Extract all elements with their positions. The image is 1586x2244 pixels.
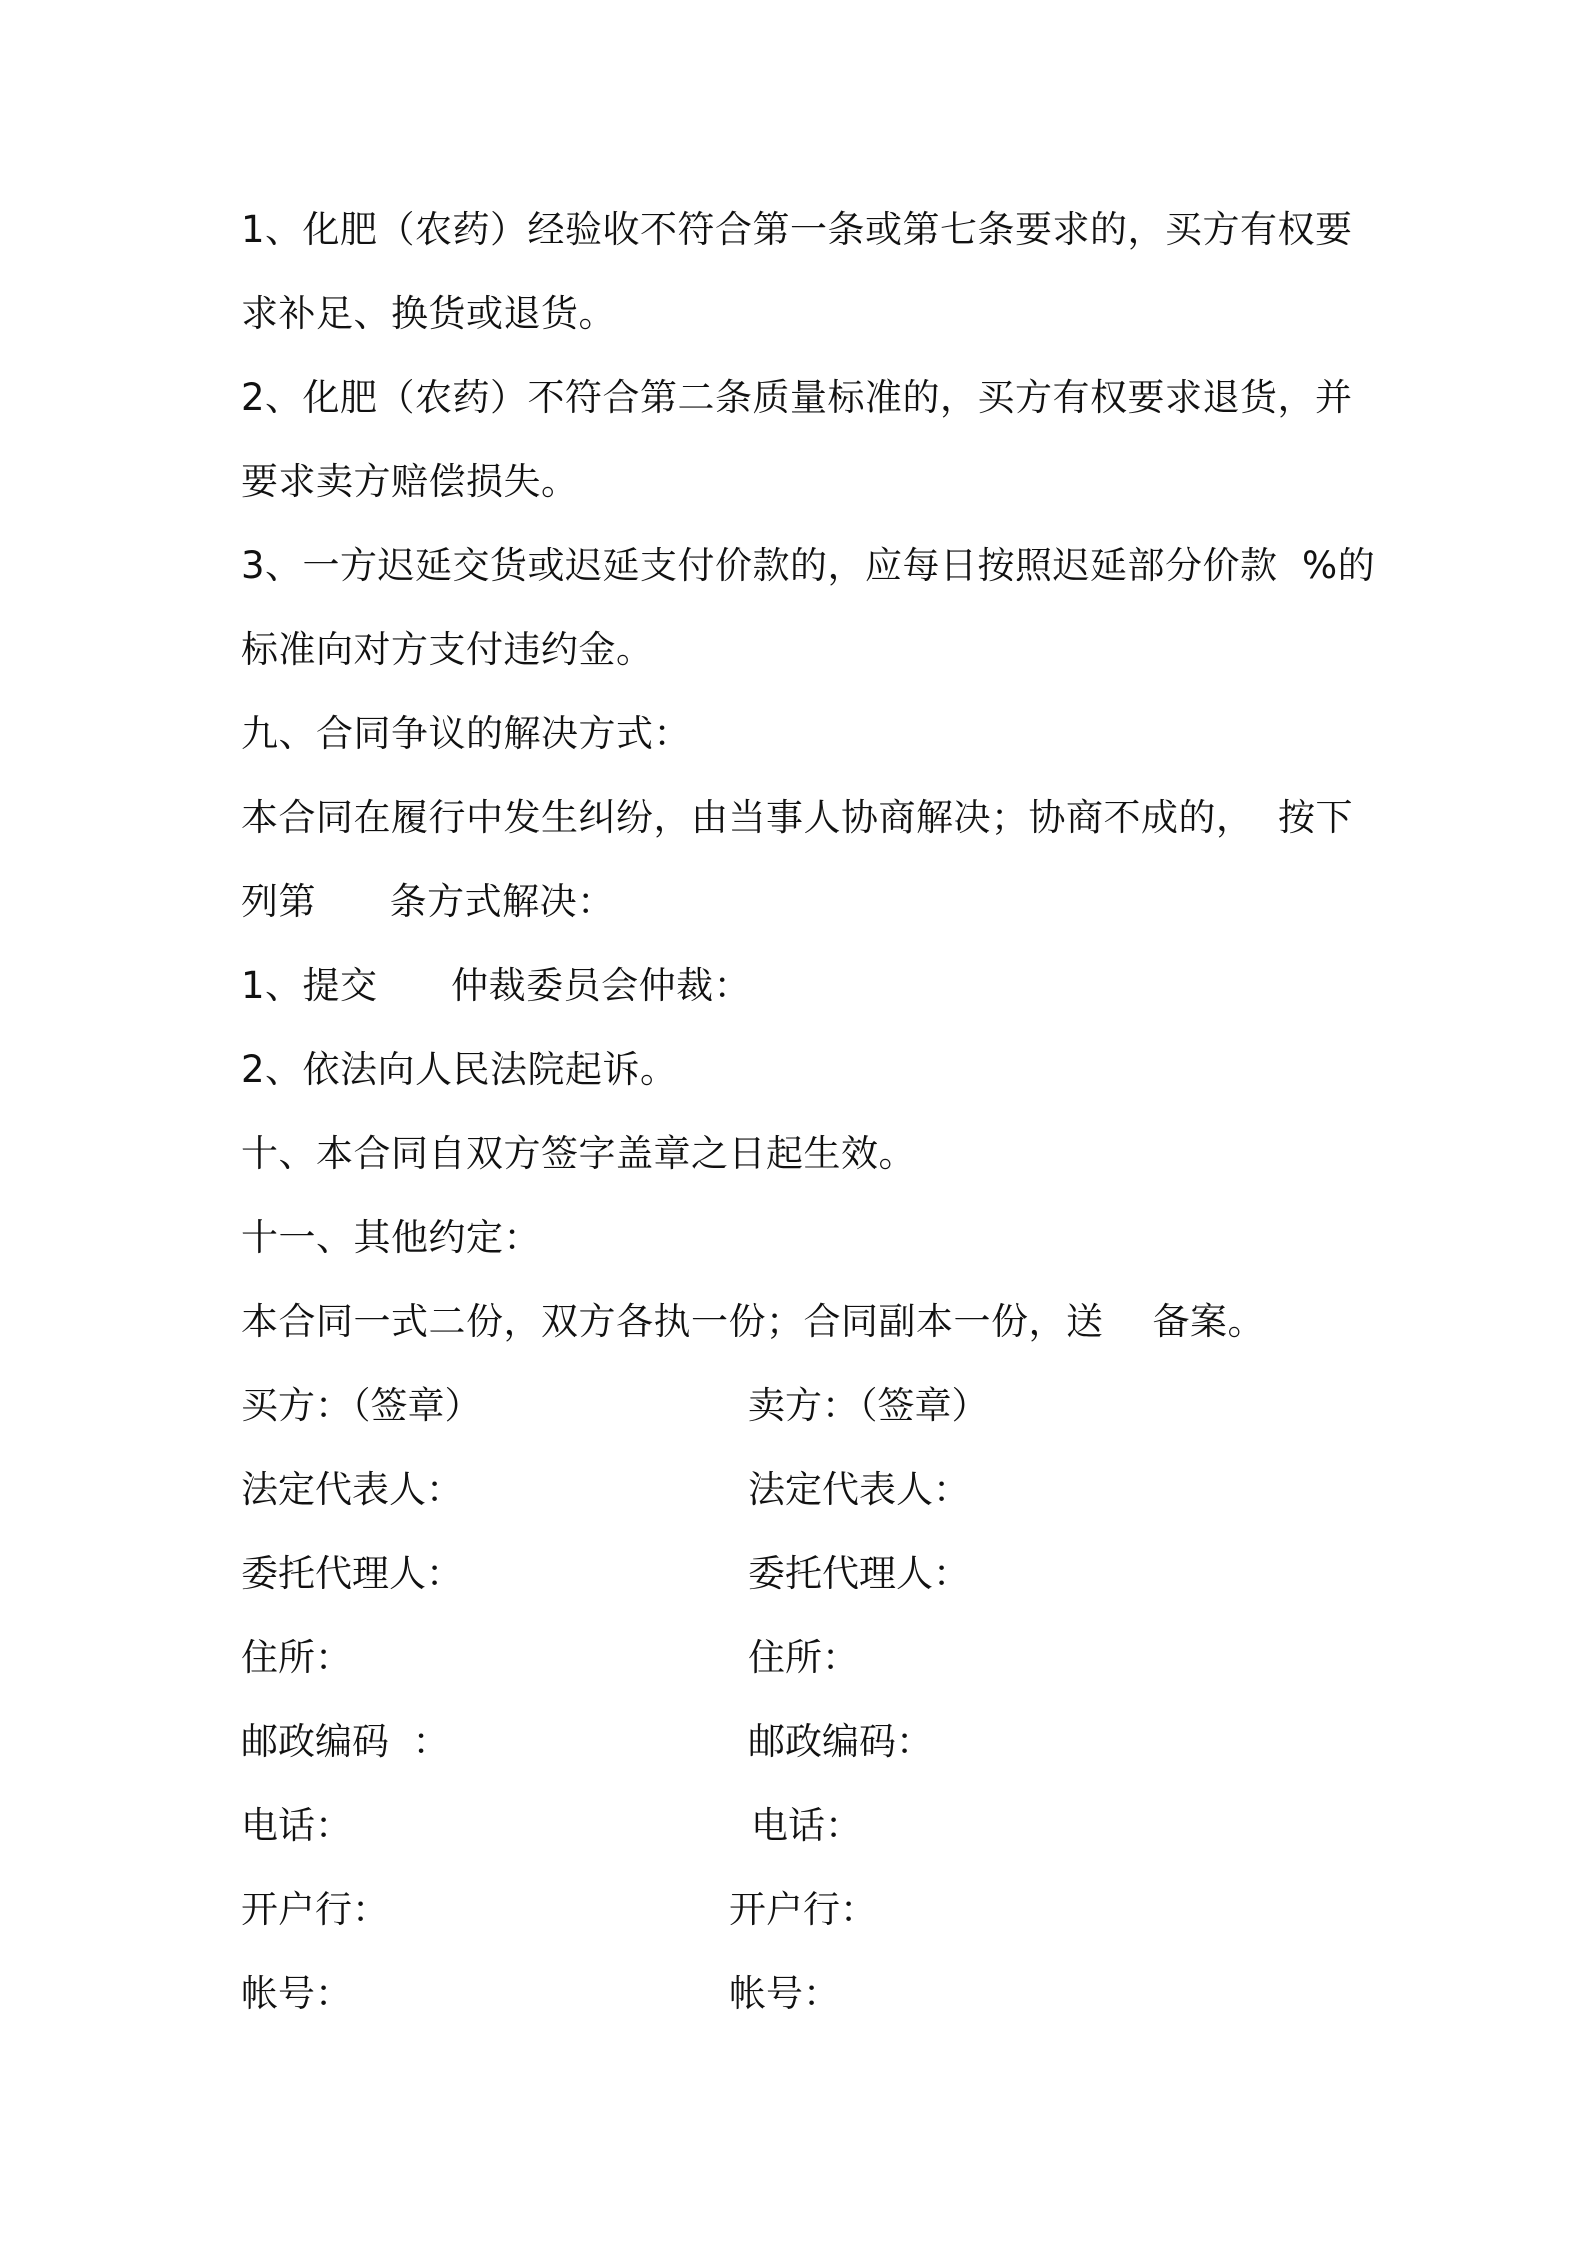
clause-line-11: 2、依法向人民法院起诉。 — [241, 1048, 678, 1091]
signature-row — [241, 1381, 1361, 1431]
buyer-signature-label: 买方：（签章） — [241, 1384, 482, 1427]
signature-row — [241, 1969, 1361, 2019]
section-heading-effective: 十、本合同自双方签字盖章之日起生效。 — [241, 1132, 916, 1175]
seller-phone-label: 电话： — [751, 1804, 862, 1847]
signature-row — [241, 1633, 1361, 1683]
buyer-postcode-label: 邮政编码 ： — [241, 1720, 450, 1763]
signature-row — [241, 1717, 1361, 1767]
seller-address-label: 住所： — [748, 1636, 859, 1679]
buyer-address-label: 住所： — [241, 1636, 352, 1679]
buyer-account-label: 帐号： — [241, 1972, 352, 2015]
buyer-bank-label: 开户行： — [241, 1888, 389, 1931]
clause-line-1: 1、化肥（农药）经验收不符合第一条或第七条要求的，买方有权要 — [241, 208, 1353, 251]
buyer-agent-label: 委托代理人： — [241, 1552, 463, 1595]
clause-line-6: 标准向对方支付违约金。 — [241, 628, 654, 671]
signature-row — [241, 1885, 1361, 1935]
signature-row — [241, 1549, 1361, 1599]
clause-line-4: 要求卖方赔偿损失。 — [241, 460, 579, 503]
clause-line-5: 3、一方迟延交货或迟延支付价款的，应每日按照迟延部分价款 %的 — [241, 544, 1376, 587]
clause-line-2: 求补足、换货或退货。 — [241, 292, 616, 335]
seller-postcode-label: 邮政编码： — [748, 1720, 933, 1763]
seller-account-label: 帐号： — [729, 1972, 840, 2015]
seller-agent-label: 委托代理人： — [748, 1552, 970, 1595]
clause-line-9: 列第 条方式解决： — [241, 880, 615, 923]
clause-line-10: 1、提交 仲裁委员会仲裁： — [241, 964, 752, 1007]
section-heading-other: 十一、其他约定： — [241, 1216, 541, 1259]
clause-line-3: 2、化肥（农药）不符合第二条质量标准的，买方有权要求退货，并 — [241, 376, 1353, 419]
signature-row — [241, 1465, 1361, 1515]
buyer-phone-label: 电话： — [241, 1804, 352, 1847]
clause-line-8: 本合同在履行中发生纠纷，由当事人协商解决；协商不成的， 按下 — [241, 796, 1354, 839]
seller-bank-label: 开户行： — [729, 1888, 877, 1931]
seller-signature-label: 卖方：（签章） — [748, 1384, 989, 1427]
clause-line-14: 本合同一式二份，双方各执一份；合同副本一份，送 备案。 — [241, 1300, 1266, 1343]
signature-row — [241, 1801, 1361, 1851]
seller-legal-rep-label: 法定代表人： — [748, 1468, 970, 1511]
section-heading-dispute: 九、合同争议的解决方式： — [241, 712, 691, 755]
buyer-legal-rep-label: 法定代表人： — [241, 1468, 463, 1511]
